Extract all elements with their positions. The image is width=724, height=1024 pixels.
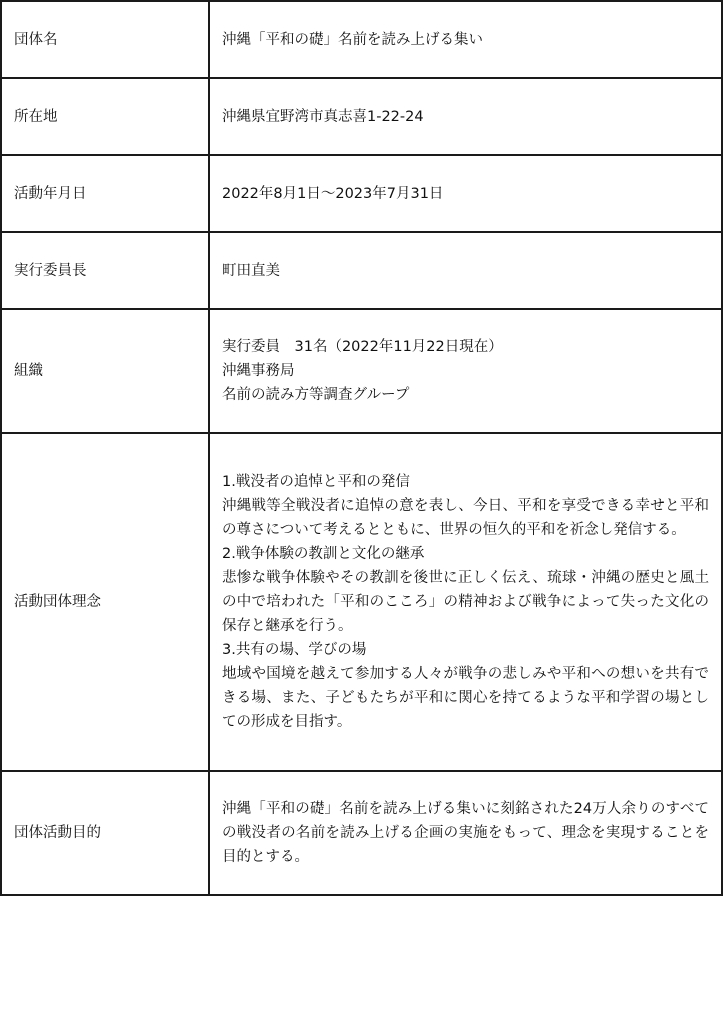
value-committee-chair — [209, 232, 722, 309]
label-activity-period: 活動年月日 — [1, 155, 209, 232]
row-philosophy — [1, 433, 722, 771]
value-organization-name — [209, 1, 722, 78]
row-organization-name — [1, 1, 722, 78]
philosophy-text-2: 悲惨な戦争体験やその教訓を後世に正しく伝え、琉球・沖縄の歴史と風土の中で培われた「平和のこころ」の精神および戦争によって失った文化の保存と継承を行う。 — [222, 570, 709, 634]
philosophy-text-1: 沖縄戦等全戦没者に追悼の意を表し、今日、平和を享受できる幸せと平和の尊さについて考えるとともに、世界の恒久的平和を祈念し発信する。 — [222, 498, 709, 538]
value-organization-structure — [209, 309, 722, 433]
label-philosophy: 活動団体理念 — [1, 433, 209, 771]
value-activity-purpose — [209, 771, 722, 895]
value-paragraph: 沖縄「平和の礎」名前を読み上げる集いに刻銘された24万人余りのすべての戦没者の名前を読み上げる企画の実施をもって、理念を実現することを目的とする。 — [222, 801, 709, 865]
philosophy-text-3: 地域や国境を越えて参加する人々が戦争の悲しみや平和への想いを共有できる場、また、子どもたちが平和に関心を持てるような平和学習の場としての形成を目指す。 — [222, 666, 709, 730]
row-organization-structure — [1, 309, 722, 433]
label-committee-chair: 実行委員長 — [1, 232, 209, 309]
row-activity-period — [1, 155, 722, 232]
value-line: 実行委員 31名（2022年11月22日現在） — [222, 339, 503, 355]
value-line: 2022年8月1日～2023年7月31日 — [222, 185, 444, 202]
label-organization-structure: 組織 — [1, 309, 209, 433]
philosophy-heading-3: 3.共有の場、学びの場 — [222, 642, 367, 658]
value-location — [209, 78, 722, 155]
value-activity-period — [209, 155, 722, 232]
value-line: 沖縄県宜野湾市真志喜1-22-24 — [222, 108, 424, 125]
label-location: 所在地 — [1, 78, 209, 155]
row-committee-chair — [1, 232, 722, 309]
label-organization-name: 団体名 — [1, 1, 209, 78]
value-line: 町田直美 — [222, 262, 280, 279]
value-line: 名前の読み方等調査グループ — [222, 387, 410, 403]
value-line: 沖縄「平和の礎」名前を読み上げる集い — [222, 31, 483, 48]
value-philosophy — [209, 433, 722, 771]
row-activity-purpose — [1, 771, 722, 895]
philosophy-heading-2: 2.戦争体験の教訓と文化の継承 — [222, 546, 425, 562]
label-activity-purpose: 団体活動目的 — [1, 771, 209, 895]
value-line: 沖縄事務局 — [222, 363, 295, 379]
row-location — [1, 78, 722, 155]
philosophy-heading-1: 1.戦没者の追悼と平和の発信 — [222, 474, 410, 490]
